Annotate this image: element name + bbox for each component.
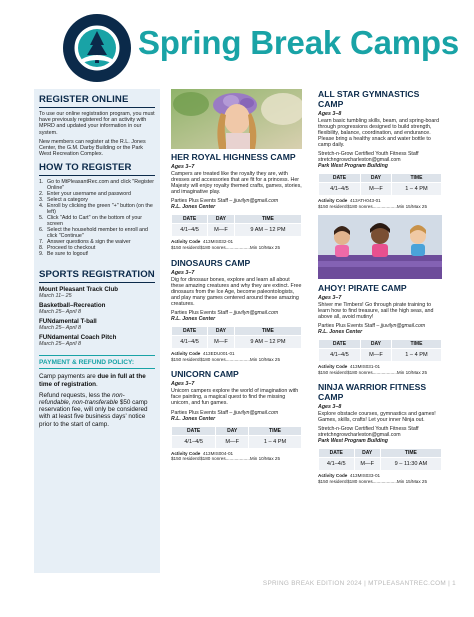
time-cell: 1 – 4 PM xyxy=(392,183,441,195)
day-header: DAY xyxy=(216,427,248,435)
sport-item: FUNdamental T-ball March 25– April 8 xyxy=(39,318,97,332)
activity-code: Activity Code 413MIS032-01 xyxy=(171,239,234,245)
camp-description: Shiver me Timbers! Go through pirate training to learn how to find treasure, sail the high seas, and above all, avoid mutiny! xyxy=(318,301,434,320)
payment-policy-section xyxy=(39,355,155,427)
camp-description: Campers are treated like the royalty they are, with dresses and accessories that are fit for a princess. Her Majesty will enjoy royalty themed crafts, games, stories, and imaginative play. xyxy=(171,171,302,196)
day-header: DAY xyxy=(208,327,234,335)
camp-ages: Ages 3–8 xyxy=(318,404,342,411)
sports-registration-heading: SPORTS REGISTRATION xyxy=(39,269,155,281)
sport-item: Basketball–Recreation March 25– April 8 xyxy=(39,302,106,316)
divider xyxy=(39,355,155,356)
day-header: DAY xyxy=(361,340,391,348)
staff-email: jjuvilyn@gmail.com xyxy=(233,198,279,205)
camp-staff: Parties Plus Events Staff – jjuvilyn@gmail.com xyxy=(318,322,426,329)
camp-venue: Park West Program Building xyxy=(318,163,388,170)
time-header: TIME xyxy=(235,215,301,223)
camp-staff: Parties Plus Events Staff – jjuvilyn@gmail.com xyxy=(171,409,279,416)
camp-ages: Ages 3–7 xyxy=(171,164,195,170)
camp-venue: R.L. Jones Center xyxy=(171,204,216,211)
schedule-table xyxy=(171,214,302,237)
day-cell: M—F xyxy=(361,183,391,195)
time-header: TIME xyxy=(392,174,441,182)
camp-card xyxy=(318,283,442,375)
camp-description: Dig for dinosaur bones, explore and learn all about these amazing creatures and why they are extinct. Free dinosaurs from the Ice Age, become paleontologists, and play many games centered around these amazing creatures. xyxy=(171,276,302,307)
schedule-table xyxy=(171,426,302,449)
time-header: TIME xyxy=(249,427,301,435)
time-header: TIME xyxy=(392,340,441,348)
camp-card xyxy=(171,152,302,251)
date-header: DATE xyxy=(319,340,360,348)
camp-staff: Parties Plus Events Staff – jjuvilyn@gmail.com xyxy=(171,198,279,205)
camp-card xyxy=(171,258,302,363)
middle-column xyxy=(171,89,302,462)
date-header: DATE xyxy=(172,427,215,435)
camp-title: HER ROYAL HIGHNESS CAMP xyxy=(171,152,296,162)
camp-venue: Park West Program Building xyxy=(318,438,388,445)
camp-staff: Parties Plus Events Staff – jjuvilyn@gmail.com xyxy=(171,310,279,317)
camp-ages: Ages 3–7 xyxy=(171,381,195,388)
day-header: DAY xyxy=(355,449,380,457)
page-title: Spring Break Camps xyxy=(138,24,460,61)
register-online-text-2: New members can register at the R.L. Jones Center, the G.M. Darby Building or the Park West Recreation Complex. xyxy=(39,138,146,158)
camp-title: DINOSAURS CAMP xyxy=(171,257,251,268)
time-header: TIME xyxy=(235,327,301,335)
divider xyxy=(39,107,155,108)
camp-card xyxy=(318,89,442,210)
activity-code: Activity Code 413MIS004-01 xyxy=(171,450,234,456)
camp-venue: R.L. Jones Center xyxy=(171,415,216,422)
payment-policy-text: Camp payments are due in full at the time of registration. xyxy=(39,373,146,388)
date-cell: 4/1–4/5 xyxy=(172,336,207,348)
gymnastics-photo xyxy=(318,215,442,279)
registration-steps xyxy=(39,179,155,257)
day-cell: M—F xyxy=(361,349,391,361)
step: 2. Enter your username and password xyxy=(39,191,131,198)
time-cell: 9 AM – 12 PM xyxy=(235,224,301,236)
camp-ages: Ages 3–8 xyxy=(318,111,342,117)
date-header: DATE xyxy=(172,215,207,223)
sidebar xyxy=(34,89,160,573)
right-column xyxy=(318,89,442,485)
payment-policy-heading: PAYMENT & REFUND POLICY: xyxy=(39,359,135,367)
day-cell: M—F xyxy=(216,436,248,448)
staff-email: stretchngrowcharleston@gmail.com xyxy=(318,157,401,164)
staff-email: jjuvilyn@gmail.com xyxy=(233,409,279,416)
divider xyxy=(39,282,155,283)
date-cell: 4/1–4/5 xyxy=(172,436,215,448)
step: 6. Select the household member to enroll and click "Continue" xyxy=(39,227,148,240)
schedule-table xyxy=(171,326,302,349)
step: 1. Go to MtPleasantRec.com and click "Register Online" xyxy=(39,179,154,192)
time-cell: 9 – 11:30 AM xyxy=(381,458,441,470)
step: 9. Be sure to logout! xyxy=(39,251,89,258)
date-header: DATE xyxy=(172,327,207,335)
how-to-register-section xyxy=(39,162,155,257)
activity-code: Activity Code 413EDU001-01 xyxy=(171,351,235,357)
step: 5. Click "Add to Cart" on the bottom of your screen xyxy=(39,215,143,228)
step: 3. Select a category xyxy=(39,197,88,204)
camp-fee: $150 resident/$180 nonres...................Min 10/Max 25 xyxy=(171,356,281,362)
camp-ages: Ages 3–7 xyxy=(318,294,342,301)
day-cell: M—F xyxy=(208,336,234,348)
camp-venue: R.L. Jones Center xyxy=(318,328,363,335)
page-footer: SPRING BREAK EDITION 2024 | MTPLEASANTREC.COM | 1 xyxy=(262,580,456,587)
date-cell: 4/1–4/5 xyxy=(172,224,207,236)
camp-title: UNICORN CAMP xyxy=(171,369,239,380)
camp-description: Unicorn campers explore the world of imagination with face painting, a magical quest to find the missing unicorn, and fun games. xyxy=(171,388,299,407)
camp-title: NINJA WARRIOR FITNESS CAMP xyxy=(318,382,427,403)
activity-code: Activity Code 413MIS031-01 xyxy=(318,363,381,369)
how-to-register-heading: HOW TO REGISTER xyxy=(39,162,132,174)
refund-policy-text: Refund requests, less the non-refundable, non-transferable $50 camp reservation fee, will only be considered with at least five business days' notice prior to the start of camp. xyxy=(39,391,148,428)
camp-fee: $150 resident/$180 nonres...................Min 10/Max 25 xyxy=(171,244,281,250)
camp-title: AHOY! PIRATE CAMP xyxy=(318,282,407,293)
camp-ages: Ages 3–7 xyxy=(171,269,195,276)
princess-photo xyxy=(171,89,302,149)
activity-code: Activity Code 413MIS033-01 xyxy=(318,473,381,479)
schedule-table xyxy=(318,339,442,362)
day-header: DAY xyxy=(361,174,391,182)
camp-fee: $150 resident/$180 nonres...................Min 15/Max 25 xyxy=(318,204,428,210)
time-cell: 1 – 4 PM xyxy=(249,436,301,448)
sports-registration-section xyxy=(39,269,155,347)
camp-fee: $150 resident/$180 nonres...................Min 10/Max 25 xyxy=(171,456,281,462)
day-header: DAY xyxy=(208,215,234,223)
date-cell: 4/1–4/5 xyxy=(319,458,354,470)
time-cell: 9 AM – 12 PM xyxy=(235,336,301,348)
register-online-text: To use our online registration program, you must have previously registered for an activity with MPRD and updated your information in our system. xyxy=(39,111,155,136)
staff-email: jjuvilyn@gmail.com xyxy=(233,310,279,317)
day-cell: M—F xyxy=(208,224,234,236)
divider xyxy=(39,368,155,369)
register-online-section xyxy=(39,94,155,157)
sport-item: FUNdamental Coach Pitch March 25– April 8 xyxy=(39,334,117,348)
day-cell: M—F xyxy=(355,458,380,470)
schedule-table xyxy=(318,173,442,196)
camp-card xyxy=(318,382,442,484)
sport-item: Mount Pleasant Track Club March 11– 25 xyxy=(39,286,119,300)
activity-code: Activity Code 413ATH043-01 xyxy=(318,198,381,204)
camp-staff: Stretch-n-Grow Certified Youth Fitness Staff xyxy=(318,426,419,433)
camp-venue: R.L. Jones Center xyxy=(171,316,216,323)
camp-description: Explore obstacle courses, gymnastics and games! Games, skills, crafts! Let your inner Ninja out. xyxy=(318,411,436,424)
step: 8. Proceed to checkout xyxy=(39,245,96,252)
date-header: DATE xyxy=(319,449,354,457)
divider xyxy=(39,175,155,176)
camp-card xyxy=(171,369,302,461)
date-header: DATE xyxy=(319,174,360,182)
camp-title: ALL STAR GYMNASTICS CAMP xyxy=(318,89,420,109)
camp-fee: $150 resident/$180 nonres...................Min 10/Max 25 xyxy=(318,369,428,375)
step: 4. Enroll by clicking the green "+" button (on the left) xyxy=(39,203,153,216)
register-online-heading: REGISTER ONLINE xyxy=(39,94,129,105)
camp-staff: Stretch-n-Grow Certified Youth Fitness Staff xyxy=(318,151,419,158)
staff-email: stretchngrowcharleston@gmail.com xyxy=(318,432,401,439)
staff-email: jjuvilyn@gmail.com xyxy=(380,322,426,329)
camp-fee: $150 resident/$180 nonres...................Min 15/Max 25 xyxy=(318,478,428,484)
time-header: TIME xyxy=(381,449,441,457)
department-logo xyxy=(62,13,132,83)
step: 7. Answer questions & sign the waiver xyxy=(39,239,131,246)
camp-description: Learn basic tumbling skills, beam, and spring-board through progressions designed to build strength, flexibility, balance, coordination, and endurance. Please bring a healthy snack and water bottle to camp daily. xyxy=(318,118,440,149)
date-cell: 4/1–4/5 xyxy=(319,349,360,361)
schedule-table xyxy=(318,448,442,471)
time-cell: 1 – 4 PM xyxy=(392,349,441,361)
date-cell: 4/1–4/5 xyxy=(319,183,360,195)
